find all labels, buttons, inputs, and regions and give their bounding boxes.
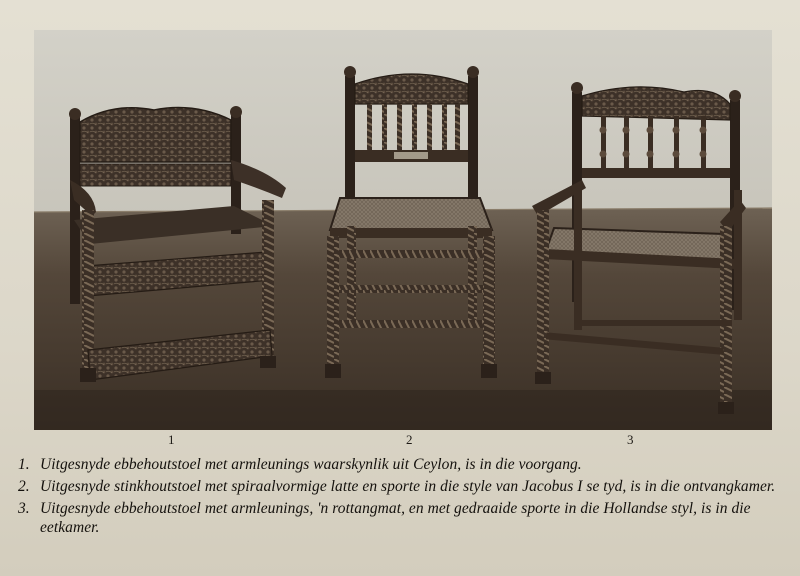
chairs-photograph bbox=[34, 30, 772, 430]
figure-number-2: 2 bbox=[406, 432, 413, 447]
caption-number: 2. bbox=[18, 478, 30, 495]
caption-text: Uitgesnyde stinkhoutstoel met spiraalvormige latte en sporte in die style van Jacobus I se tyd, is in die ontvangkamer. bbox=[40, 478, 776, 495]
figure-number-1: 1 bbox=[168, 432, 175, 447]
caption-2 bbox=[18, 477, 790, 496]
caption-number: 1. bbox=[18, 456, 30, 473]
caption-text: Uitgesnyde ebbehoutstoel met armleunings, 'n rottangmat, en met gedraaide sporte in die Hollandse styl, is in die eetkamer. bbox=[40, 500, 751, 536]
caption-1 bbox=[18, 455, 790, 474]
figure-number-3: 3 bbox=[627, 432, 634, 447]
photograph-plate bbox=[34, 30, 772, 430]
caption-list bbox=[18, 455, 790, 540]
caption-text: Uitgesnyde ebbehoutstoel met armleunings waarskynlik uit Ceylon, is in die voorgang. bbox=[40, 456, 582, 473]
caption-number: 3. bbox=[18, 500, 30, 517]
caption-3 bbox=[18, 499, 790, 537]
